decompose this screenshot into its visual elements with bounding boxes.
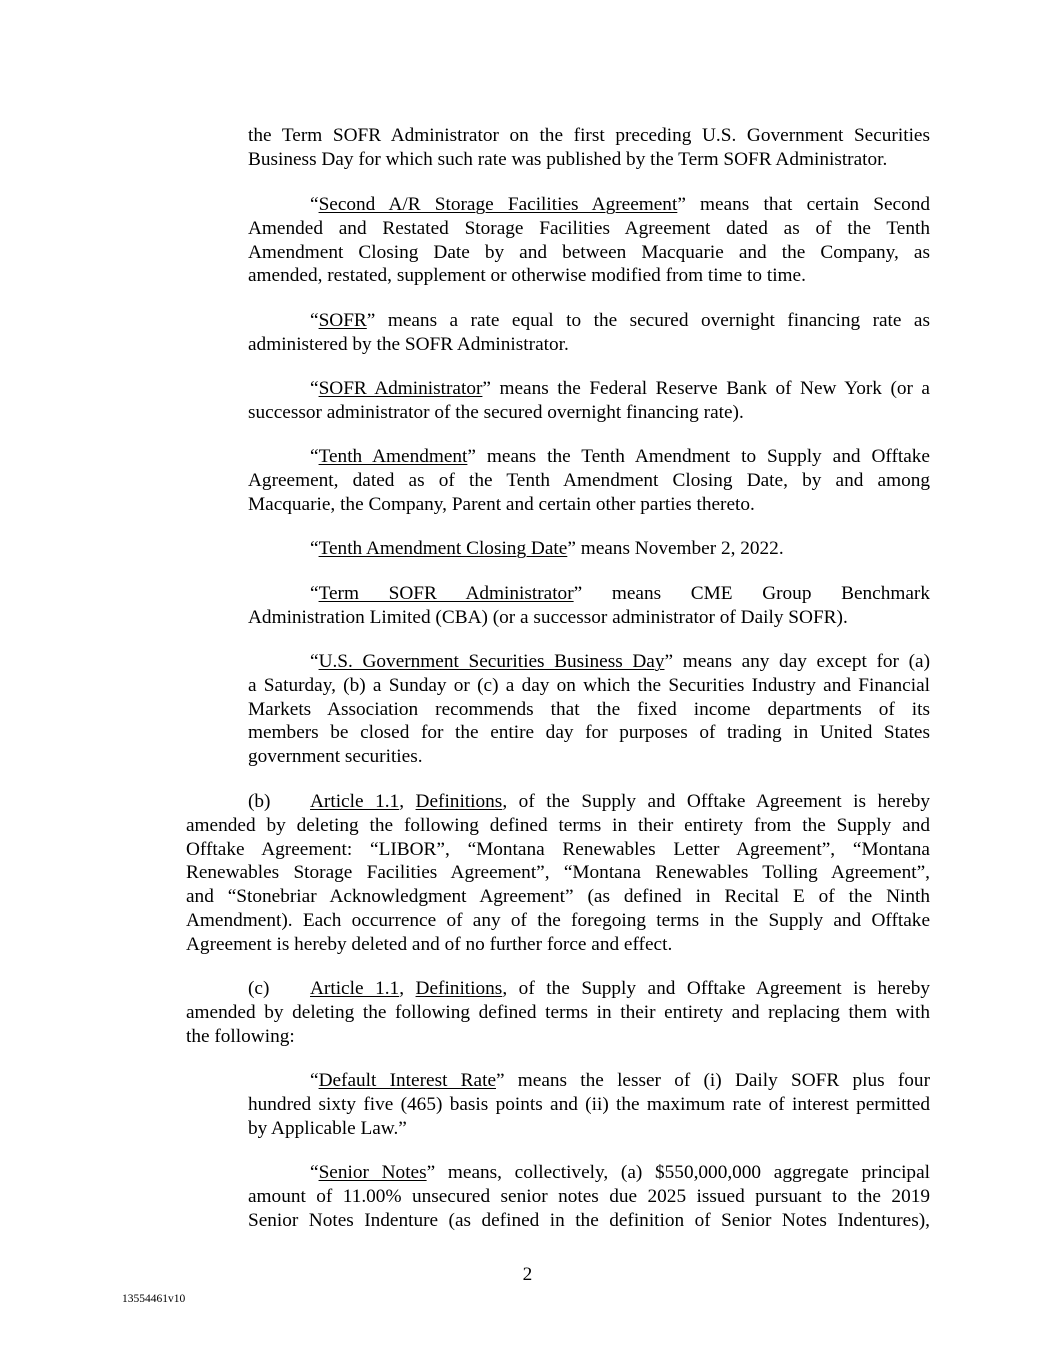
text-line [248,469,930,493]
definition-paragraph [248,537,930,561]
text-segment: Administration Limited (CBA) (or a successor administrator of Daily SOFR). [248,606,848,628]
text-line [248,309,930,333]
text-segment: by Applicable Law.” [248,1117,407,1139]
text-segment: ” means the lesser of (i) Daily SOFR plus four [496,1070,930,1091]
clause-label: (c) [248,978,270,999]
text-segment: “ [310,538,319,559]
text-line [248,193,930,217]
continued-paragraph [248,124,930,172]
text-segment: Amendment). Each occurrence of any of the foregoing terms in the Supply and Offtake [186,909,930,931]
text-line [248,1161,930,1185]
text-line [186,1001,930,1025]
text-segment: amount of 11.00% unsecured senior notes due 2025 issued pursuant to the 2019 [248,1185,930,1207]
text-line [248,582,930,606]
text-line [248,333,930,357]
text-segment: Senior Notes Indenture (as defined in the definition of Senior Notes Indentures), [248,1209,930,1231]
text-segment: ” means that certain Second [677,194,930,215]
text-segment: amended by deleting the following defined terms in their entirety and replacing them with [186,1001,930,1023]
amendment-clause [186,790,930,957]
text-line [248,721,930,745]
definition-paragraph [248,1069,930,1140]
text-line [248,1185,930,1209]
text-segment: , [399,978,416,999]
text-segment: “ [310,194,319,215]
defined-term: Senior Notes [318,1162,427,1183]
text-line [248,650,930,674]
text-segment: Macquarie, the Company, Parent and certain other parties thereto. [248,493,755,515]
text-line [248,1209,930,1233]
text-line [186,933,930,957]
text-line [248,445,930,469]
text-segment: “ [310,378,319,399]
text-segment: “ [310,583,319,604]
text-line [248,124,930,148]
defined-term: Tenth Amendment [318,446,468,467]
text-line [248,1069,930,1093]
text-segment: Amended and Restated Storage Facilities Agreement dated as of the Tenth [248,217,930,239]
definition-paragraph [248,1161,930,1232]
text-line [248,606,930,630]
text-line [248,1117,930,1141]
text-segment: “ [310,446,319,467]
text-line [248,377,930,401]
document-id: 13554461v10 [122,1293,186,1305]
text-segment: government securities. [248,746,423,768]
text-line [248,1093,930,1117]
text-line [248,401,930,425]
page-number: 2 [522,1264,533,1285]
defined-term: Tenth Amendment Closing Date [318,538,568,559]
text-segment: , of the Supply and Offtake Agreement is hereby [502,978,930,999]
defined-term: SOFR Administrator [318,378,483,399]
definition-paragraph [248,377,930,425]
definition-paragraph [248,650,930,769]
text-segment: ” means CME Group Benchmark [573,583,930,604]
text-line [248,698,930,722]
text-line [248,264,930,288]
text-segment: a Saturday, (b) a Sunday or (c) a day on which the Securities Industry and Financial [248,674,930,696]
text-segment: Agreement is hereby deleted and of no further force and effect. [186,933,673,955]
definition-paragraph [248,309,930,357]
clause-label: (b) [248,791,271,812]
text-segment: ” means any day except for (a) [664,651,930,672]
text-segment: Offtake Agreement: “LIBOR”, “Montana Renewables Letter Agreement”, “Montana [186,838,930,860]
defined-term: U.S. Government Securities Business Day [318,651,665,672]
definition-paragraph [248,582,930,630]
defined-term: Default Interest Rate [318,1070,496,1091]
text-segment: Renewables Storage Facilities Agreement”, “Montana Renewables Tolling Agreement”, [186,862,930,884]
text-line [186,885,930,909]
text-segment: the following: [186,1025,295,1047]
text-line [248,674,930,698]
text-line [186,977,930,1001]
text-line [248,493,930,517]
definition-paragraph [248,193,930,288]
definition-paragraph [248,445,930,516]
defined-term: Article 1.1 [310,978,400,999]
text-segment: Business Day for which such rate was published by the Term SOFR Administrator. [248,148,888,170]
text-segment: “ [310,1070,319,1091]
text-segment: amended, restated, supplement or otherwise modified from time to time. [248,265,806,287]
text-line [186,790,930,814]
text-segment: , of the Supply and Offtake Agreement is hereby [502,791,930,812]
text-line [248,217,930,241]
text-segment: ” means the Tenth Amendment to Supply and Offtake [467,446,930,467]
defined-term: Definitions [415,978,503,999]
text-segment: ” means November 2, 2022. [567,538,784,559]
text-segment: hundred sixty five (465) basis points and (ii) the maximum rate of interest permitted [248,1093,930,1115]
defined-term: SOFR [318,310,367,331]
defined-term: Definitions [415,791,503,812]
text-segment: ” means, collectively, (a) $550,000,000 aggregate principal [426,1162,930,1183]
text-line [186,1025,930,1049]
amendment-clause [186,977,930,1048]
defined-term: Second A/R Storage Facilities Agreement [318,194,678,215]
text-line [186,909,930,933]
text-segment: Amendment Closing Date by and between Macquarie and the Company, as [248,241,930,263]
text-segment: members be closed for the entire day for purposes of trading in United States [248,722,930,744]
text-line [186,814,930,838]
text-line [186,838,930,862]
text-line [248,148,930,172]
defined-term: Term SOFR Administrator [318,583,574,604]
text-line [248,537,930,561]
text-segment: ” means a rate equal to the secured overnight financing rate as [366,310,930,331]
defined-term: Article 1.1 [310,791,400,812]
text-segment: “ [310,1162,319,1183]
text-segment: amended by deleting the following defined terms in their entirety from the Supply and [186,814,930,836]
text-segment: , [399,791,416,812]
text-line [248,745,930,769]
text-line [248,241,930,265]
text-segment: successor administrator of the secured overnight financing rate). [248,401,744,423]
text-segment: administered by the SOFR Administrator. [248,333,569,355]
text-segment: “ [310,310,319,331]
text-segment: and “Stonebriar Acknowledgment Agreement” (as defined in Recital E of the Ninth [186,886,930,908]
text-segment: “ [310,651,319,672]
text-segment: Markets Association recommends that the fixed income departments of its [248,698,930,720]
text-segment: ” means the Federal Reserve Bank of New York (or a [482,378,930,399]
text-line [186,861,930,885]
text-segment: the Term SOFR Administrator on the first preceding U.S. Government Securities [248,125,930,146]
text-segment: Agreement, dated as of the Tenth Amendment Closing Date, by and among [248,469,930,491]
